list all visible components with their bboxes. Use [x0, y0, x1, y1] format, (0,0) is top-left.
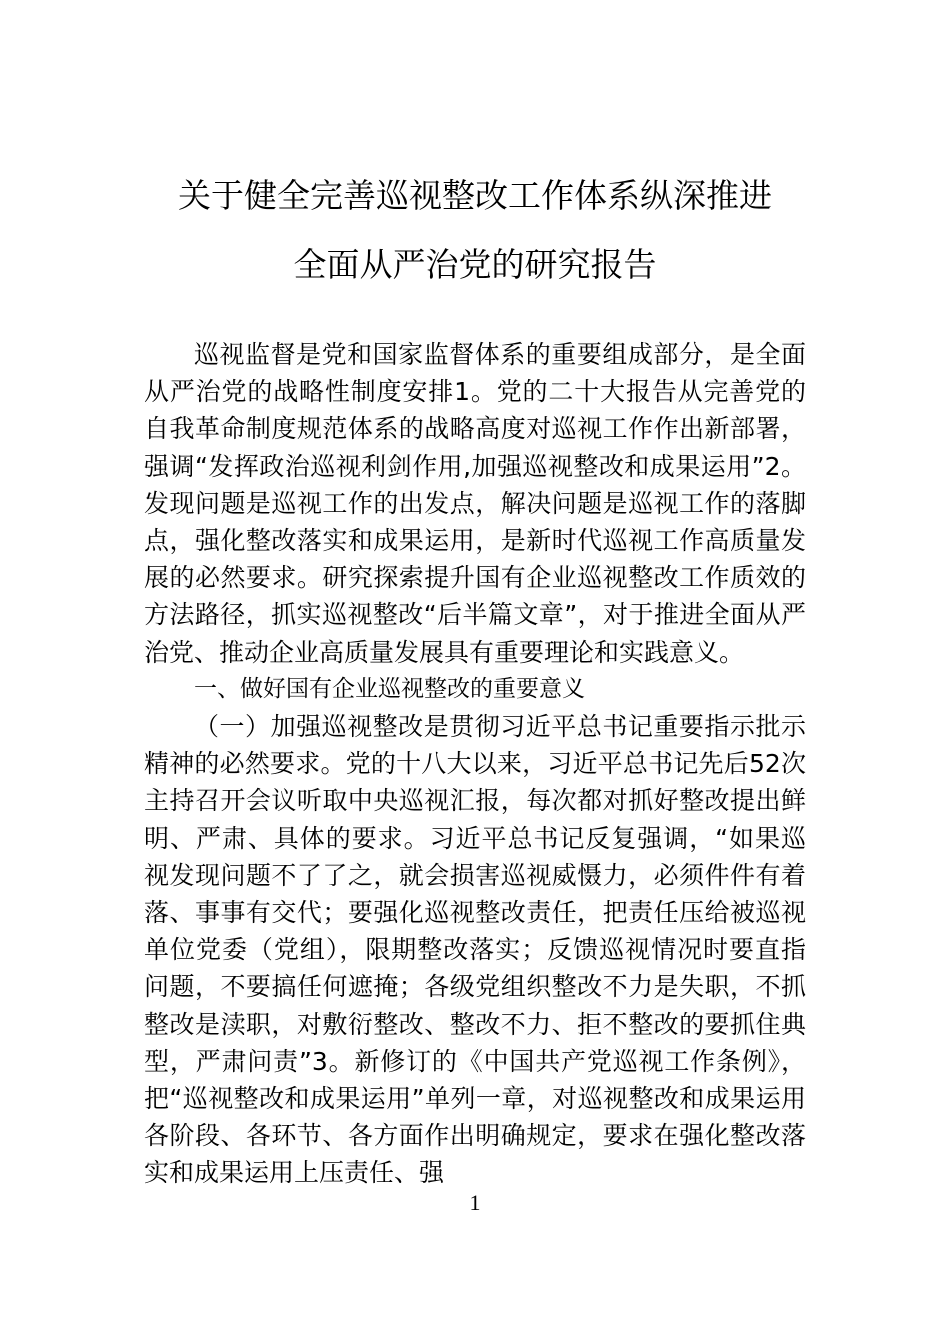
document-title-line-2: 全面从严治党的研究报告: [293, 245, 657, 284]
page-number: 1: [469, 1190, 481, 1215]
document-body: [144, 336, 806, 1192]
section-heading: 一、做好国有企业巡视整改的重要意义: [194, 675, 585, 702]
body-paragraph-intro: 巡视监督是党和国家监督体系的重要组成部分，是全面从严治党的战略性制度安排1。党的二十大报告从完善党的自我革命制度规范体系的战略高度对巡视工作作出新部署，强调“发挥政治巡视利剑作用,加强巡视整改和成果运用”2。发现问题是巡视工作的出发点，解决问题是巡视工作的落脚点，强化整改落实和成果运用，是新时代巡视工作高质量发展的必然要求。研究探索提升国有企业巡视整改工作质效的方法路径，抓实巡视整改“后半篇文章”，对于推进全面从严治党、推动企业高质量发展具有重要理论和实践意义。: [144, 340, 806, 667]
document-title-line-1: 关于健全完善巡视整改工作体系纵深推进: [178, 176, 772, 215]
body-paragraph-1: （一）加强巡视整改是贯彻习近平总书记重要指示批示精神的必然要求。党的十八大以来，习近平总书记先后52次主持召开会议听取中央巡视汇报，每次都对抓好整改提出鲜明、严肃、具体的要求。习近平总书记反复强调，“如果巡视发现问题不了了之，就会损害巡视威慑力，必须件件有着落、事事有交代；要强化巡视整改责任，把责任压给被巡视单位党委（党组），限期整改落实；反馈巡视情况时要直指问题，不要搞任何遮掩；各级党组织整改不力是失职，不抓整改是渎职，对敷衍整改、整改不力、拒不整改的要抓住典型，严肃问责”3。新修订的《中国共产党巡视工作条例》，把“巡视整改和成果运用”单列一章，对巡视整改和成果运用各阶段、各环节、各方面作出明确规定，要求在强化整改落实和成果运用上压责任、强: [144, 712, 806, 1188]
